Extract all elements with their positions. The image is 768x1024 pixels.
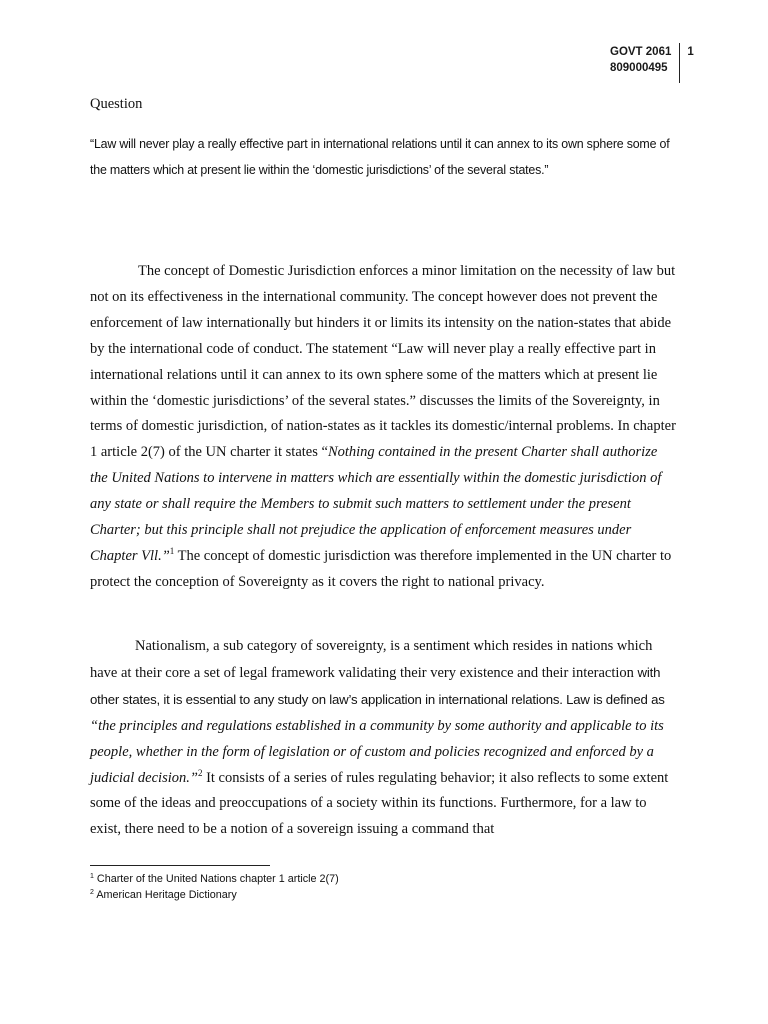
footnote-ref-1: 1: [169, 545, 175, 556]
footnote-2-number: 2: [90, 889, 94, 896]
footnote-2: [90, 887, 339, 903]
law-definition-quote: “the principles and regulations established in a community by some authority and applicable to its people, whether in the form of legislation or of custom and policies recognized and enforced by a judicial decision.”: [90, 717, 664, 786]
question-quote: “Law will never play a really effective part in international relations until it can annex to its own sphere some of the matters which at present lie within the ‘domestic jurisdictions’ of the several states.”: [90, 136, 670, 177]
footnote-2-text: American Heritage Dictionary: [96, 889, 237, 901]
page-number: 1: [687, 46, 694, 58]
paragraph-2: [90, 634, 677, 843]
paragraph-2-text-a: Nationalism, a sub category of sovereignty, is a sentiment which resides in nations which have at their core a set of legal framework validating their very existence and their interaction: [90, 638, 653, 681]
charter-quote: Nothing contained in the present Charter shall authorize the United Nations to intervene in matters which are essentially within the domestic jurisdiction of any state or shall require the Members to submit such matters to settlement under the present Charter; but this principle shall not prejudice the application of enforcement measures under Chapter Vll.”: [90, 444, 662, 564]
paragraph-2-text-a2: with other states, it is essential to any study on law’s application in international relations. Law is defined as: [90, 664, 665, 707]
paragraph-1-text-b: The concept of domestic jurisdiction was therefore implemented in the UN charter to protect the conception of Sovereignty as it covers the right to national privacy.: [90, 547, 672, 590]
footnotes: [90, 871, 339, 903]
footnote-1-text: Charter of the United Nations chapter 1 article 2(7): [96, 873, 339, 885]
paragraph-2-text-b: It consists of a series of rules regulating behavior; it also reflects to some extent some of the ideas and preoccupations of a society within its functions. Furthermore, for a law to exist, there need to be a notion of a sovereign issuing a command that: [90, 769, 669, 838]
footnote-1-number: 1: [90, 873, 94, 880]
paragraph-1: [90, 259, 677, 596]
course-code: GOVT 2061: [610, 46, 672, 58]
student-id: 809000495: [610, 62, 668, 74]
footnote-rule: [90, 865, 270, 866]
question-label: Question: [90, 96, 143, 112]
page-header: [610, 43, 694, 81]
footnote-1: [90, 871, 339, 887]
paragraph-1-text-a: The concept of Domestic Jurisdiction enforces a minor limitation on the necessity of law but not on its effectiveness in the international community. The concept however does not prevent the enforcement of law internationally but hinders it or limits its intensity on the nation-states that abide by the international code of conduct. The statement “Law will never play a really effective part in international relations until it can annex to its own sphere some of the matters which at present lie within the ‘domestic jurisdictions’ of the several states.” discusses the limits of the Sovereignty, in terms of domestic jurisdiction, of nation-states as it tackles its domestic/internal problems. In chapter 1 article 2(7) of the UN charter it states “: [90, 263, 676, 461]
footnote-ref-2: 2: [197, 767, 203, 778]
header-meta: [610, 43, 679, 81]
